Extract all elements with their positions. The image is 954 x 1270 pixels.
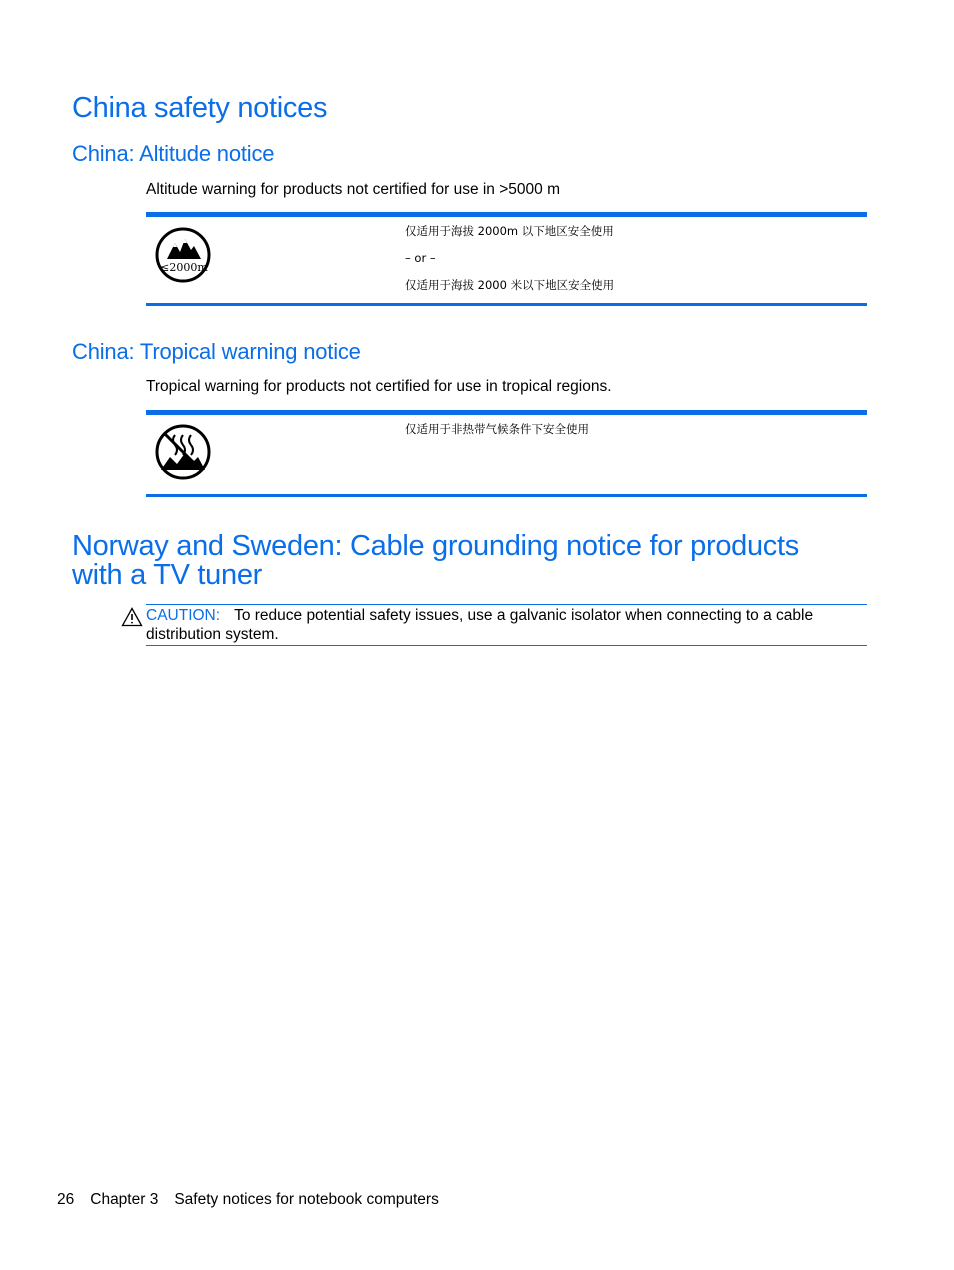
altitude-notice-table: [146, 212, 867, 306]
altitude-intro: Altitude warning for products not certified for use in >5000 m: [146, 181, 560, 198]
altitude-heading: China: Altitude notice: [72, 141, 275, 166]
tropical-heading: China: Tropical warning notice: [72, 339, 361, 364]
caution-box: [146, 604, 867, 646]
page-number: 26: [57, 1191, 75, 1208]
caution-text-block: [146, 606, 867, 644]
page-footer: [57, 1191, 439, 1209]
altitude-line-1: 仅适用于海拔 2000m 以下地区安全使用: [405, 224, 614, 238]
footer-chapter-title: Safety notices for notebook computers: [174, 1191, 439, 1208]
page-title: China safety notices: [72, 92, 328, 124]
non-tropical-climate-icon: [154, 423, 212, 486]
caution-label: CAUTION:: [146, 607, 221, 624]
caution-text: To reduce potential safety issues, use a galvanic isolator when connecting to a cable distribution system.: [146, 607, 814, 643]
norway-heading-line-2: with a TV tuner: [72, 559, 263, 591]
tropical-line-1: 仅适用于非热带气候条件下安全使用: [405, 422, 589, 436]
altitude-icon-label: ≤2000m: [160, 261, 208, 274]
caution-triangle-icon: [121, 607, 143, 632]
tropical-intro: Tropical warning for products not certified for use in tropical regions.: [146, 378, 612, 395]
tropical-notice-table: [146, 410, 867, 497]
altitude-2000m-icon: [154, 226, 212, 289]
norway-heading-line-1: Norway and Sweden: Cable grounding notice for products: [72, 530, 799, 562]
altitude-line-2: 仅适用于海拔 2000 米以下地区安全使用: [405, 278, 615, 292]
footer-chapter: Chapter 3: [90, 1191, 159, 1208]
altitude-or: – or –: [405, 251, 436, 265]
